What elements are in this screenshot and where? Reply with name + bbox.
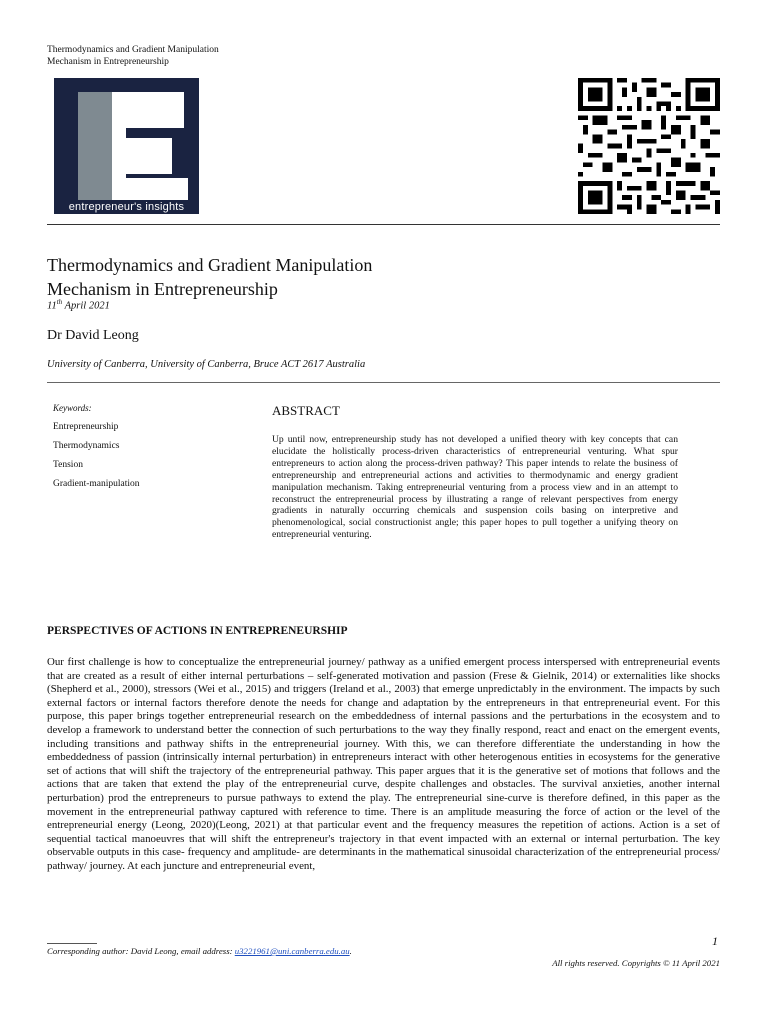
logo-gap [126,128,184,138]
footnote-divider [47,943,97,944]
date-rest: April 2021 [64,300,110,312]
paper-title [47,253,647,301]
running-header-line1: Thermodynamics and Gradient Manipulation [47,45,219,55]
keywords-heading: Keywords: [53,403,92,413]
keywords-list [53,421,140,497]
author-email-link[interactable]: u3221961@uni.canberra.edu.au [234,946,350,956]
keyword-item: Tension [53,460,83,470]
keyword-item: Thermodynamics [53,441,120,451]
copyright-notice: All rights reserved. Copyrights © 11 April 2021 [552,958,720,968]
page-number: 1 [712,934,718,948]
author-affiliation: University of Canberra, University of Canberra, Bruce ACT 2617 Australia [47,359,366,370]
section-body: Our first challenge is how to conceptualize the entrepreneurial journey/ pathway as a unified emergent process interspersed with entrepreneurial events that are created as a result of either internal perturbations – self-generated motivation and passion (Frese & Gielnik, 2014) or externalities like shocks (Shepherd et al., 2000), stressors (Wei et al., 2015) and triggers (Ireland et al., 2003) that emerge unpredictably in the environment. The impacts by such external factors or internal factors therefore denote the needs for change and adaptation by the entrepreneurs in that entrepreneurial event. For this purpose, this paper brings together entrepreneurial research on the embeddedness of internal passions and the perturbations in the ecosystem and to develop a framework to understand better the connection of such perturbations to the way they finally respond, react and enact on the emergent events, including transitions and pathway shifts in the entrepreneurial journey. With this, we can therefore differentiate the understanding in how the embeddedness of passion (intrinsically internal perturbation) in entrepreneurs interact with other heterogenous entities in ecosystems for the generative set of actions that will shift the trajectory of the entrepreneurial pathway. This paper argues that it is the generative set of motions that follows and the actions that are taken that extend the play of the entrepreneurial curve, despite challenges and obstacles. The survival anxieties, another internal perturbation) prod the entrepreneurs to pursue pathways to extend the play. The entrepreneurial sine-curve is therefore defined, in this paper as the movement in the entrepreneurial pathway captured with reference to time. There is an amplitude measuring the force of action or the level of the entrepreneurial energy (Leong, 2020)(Leong, 2021) at that particular event and the frequency measures the repetition of actions. Action is a set of sequential tactical manoeuvres that will shift the entrepreneur's trajectory in that event impacted with an external or internal perturbation. The key observable outputs in this case- frequency and amplitude- are determinants in the mathematical sinusoidal characterization of the entrepreneurial process/ pathway/ journey. At each juncture and entrepreneurial event, [47,656,720,872]
qr-code[interactable] [578,78,720,214]
qr-finder-bottom-left [578,181,612,214]
abstract-text: Up until now, entrepreneurship study has not developed a unified theory with key concepts that can elucidate the holistically process-driven characteristics of entrepreneurial venturing. What spur entrepreneurs to action along the process-driven pathway? This paper intends to relate the business of entrepreneurship and entrepreneurial actions and activities to thermodynamic and energy gradient manipulation mechanism. Taking entrepreneurial venturing from a process view and in an attempt to reconstruct the entrepreneurial process by illustrating a range of relevant perspectives from energy gradients in naturally occurring chemicals and suspension coils basing on interpretive and phenomenological, social constructionist angle; this paper hopes to pull together a unifying theory on entrepreneurial venturing. [272,434,678,541]
qr-finder-top-left [578,78,612,111]
running-header [47,44,219,68]
footnote-prefix: Corresponding author: David Leong, email address: [47,946,235,956]
logo-e-stem [112,92,126,200]
running-header-line2: Mechanism in Entrepreneurship [47,57,169,67]
header-divider [47,224,720,225]
logo-gray-bar [78,92,112,200]
keyword-item: Entrepreneurship [53,422,119,432]
publication-date [47,298,110,312]
abstract-heading: ABSTRACT [272,403,340,418]
paper-title-line1: Thermodynamics and Gradient Manipulation [47,255,373,275]
section-heading: PERSPECTIVES OF ACTIONS IN ENTREPRENEURSHIP [47,625,348,637]
author-name: Dr David Leong [47,328,139,343]
affiliation-divider [47,382,720,383]
footnote [47,946,352,956]
footnote-suffix: . [349,946,352,956]
paper-title-line2: Mechanism in Entrepreneurship [47,279,278,299]
journal-logo [54,78,199,214]
keyword-item: Gradient-manipulation [53,479,140,489]
logo-gap [126,174,188,178]
date-day: 11 [47,300,57,312]
logo-caption: entrepreneur's insights [54,200,199,214]
date-suffix: th [56,298,63,306]
qr-finder-top-right [686,78,720,111]
